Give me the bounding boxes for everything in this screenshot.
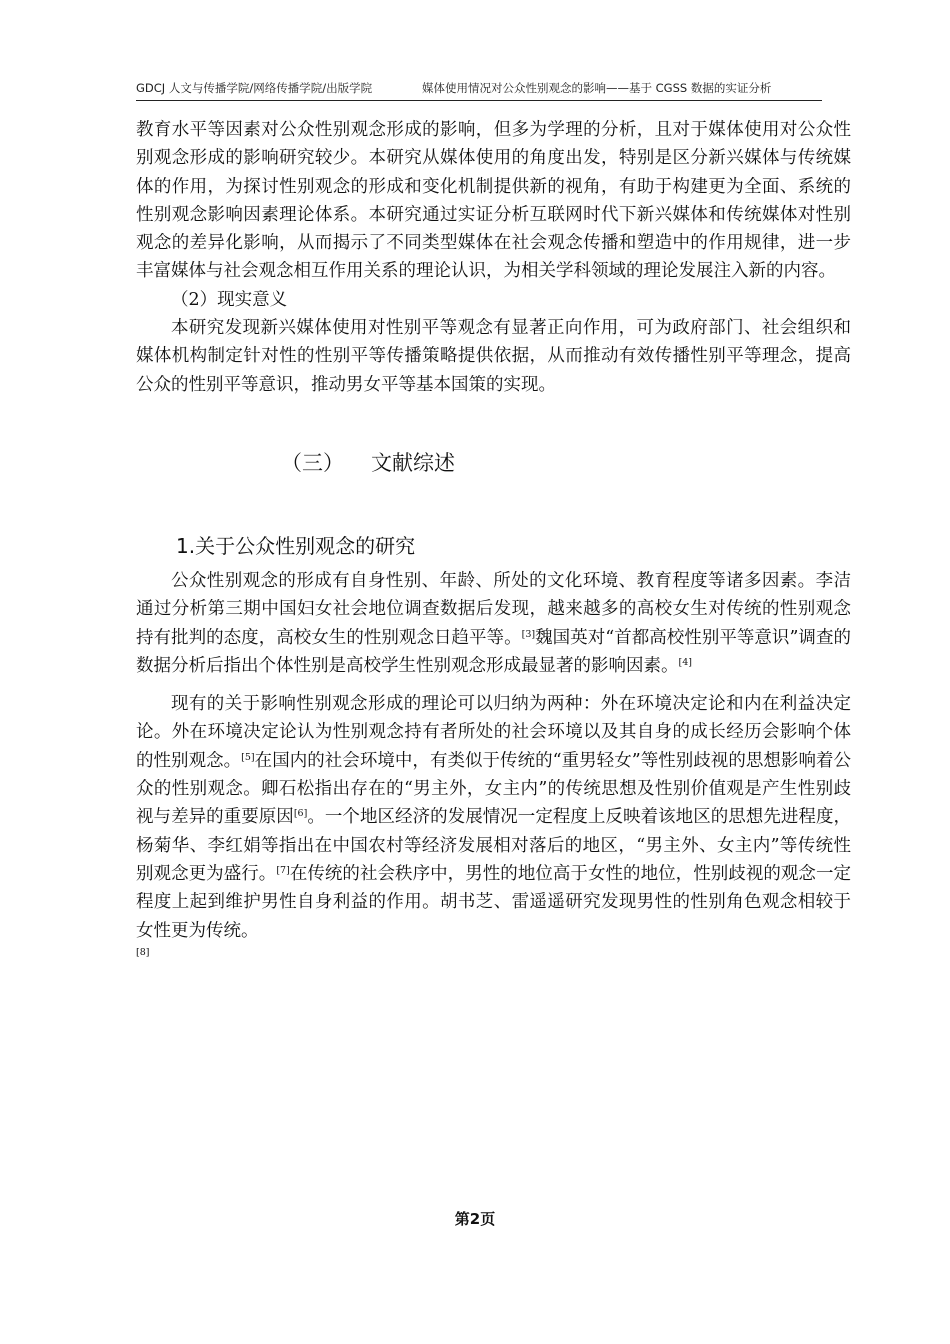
literature-paragraph-1 <box>136 567 851 680</box>
literature-paragraph-2 <box>136 690 851 945</box>
header-paper-title: 媒体使用情况对公众性别观念的影响——基于 CGSS 数据的实证分析 <box>422 81 772 95</box>
subsection-heading: 1.关于公众性别观念的研究 <box>176 533 416 558</box>
citation-7: [7] <box>276 864 290 876</box>
citation-5: [5] <box>241 751 255 763</box>
practical-significance-heading: （2）现实意义 <box>171 289 288 310</box>
paragraph-text: 现有的关于影响性别观念形成的理论可以归纳为两种：外在环境决定论和内在利益决定论。外在环境决定论认为性别观念持有者所处的社会环境以及其自身的成长经历会影响个体的性别观念。 <box>136 694 851 771</box>
paragraph-text: 魏国英对“首都高校性别平等意识”调查的数据分析后指出个体性别是高校学生性别观念形成最显著的影响因素。 <box>136 627 851 676</box>
citation-6: [6] <box>293 808 308 820</box>
section-title: 文献综述 <box>371 450 455 475</box>
paragraph-text: 在传统的社会秩序中，男性的地位高于女性的地位，性别歧视的观念一定程度上起到维护男性自身利益的作用。胡书芝、雷遥遥研究发现男性的性别角色观念相较于女性更为传统。 <box>136 863 852 941</box>
paragraph-text: 公众性别观念的形成有自身性别、年龄、所处的文化环境、教育程度等诸多因素。李洁通过分析第三期中国妇女社会地位调查数据后发现，越来越多的高校女生对传统的性别观念持有批判的态度，高校女生的性别观念日趋平等。 <box>136 570 851 648</box>
section-number: （三） <box>281 450 344 475</box>
paragraph-text: 。一个地区经济的发展情况一定程度上反映着该地区的思想先进程度，杨菊华、李红娟等指出在中国农村等经济发展相对落后的地区，“男主外、女主内”等传统性别观念更为盛行。 <box>136 807 851 884</box>
paragraph-text: 在国内的社会环境中，有类似于传统的“重男轻女”等性别歧视的思想影响着公众的性别观念。卿石松指出存在的“男主外，女主内”的传统思想及性别价值观是产生性别歧视与差异的重要原因 <box>136 750 852 828</box>
intro-paragraph: 教育水平等因素对公众性别观念形成的影响，但多为学理的分析，且对于媒体使用对公众性别观念形成的影响研究较少。本研究从媒体使用的角度出发，特别是区分新兴媒体与传统媒体的作用，为探讨性别观念的形成和变化机制提供新的视角，有助于构建更为全面、系统的性别观念影响因素理论体系。本研究通过实证分析互联网时代下新兴媒体和传统媒体对性别观念的差异化影响，从而揭示了不同类型媒体在社会观念传播和塑造中的作用规律，进一步丰富媒体与社会观念相互作用关系的理论认识，为相关学科领域的理论发展注入新的内容。 <box>136 120 851 282</box>
citation-3: [3] <box>521 628 536 640</box>
running-header <box>136 78 822 101</box>
header-institution: GDCJ 人文与传播学院/网络传播学院/出版学院 <box>136 81 373 95</box>
citation-8: [8] <box>136 946 150 958</box>
citation-4: [4] <box>678 656 692 668</box>
page-body <box>136 116 851 961</box>
page-number: 第2页 <box>454 1210 496 1228</box>
section-heading-literature-review <box>136 443 851 483</box>
practical-significance-paragraph: 本研究发现新兴媒体使用对性别平等观念有显著正向作用，可为政府部门、社会组织和媒体机构制定针对性的性别平等传播策略提供依据，从而推动有效传播性别平等理念，提高公众的性别平等意识，推动男女平等基本国策的实现。 <box>136 318 851 395</box>
